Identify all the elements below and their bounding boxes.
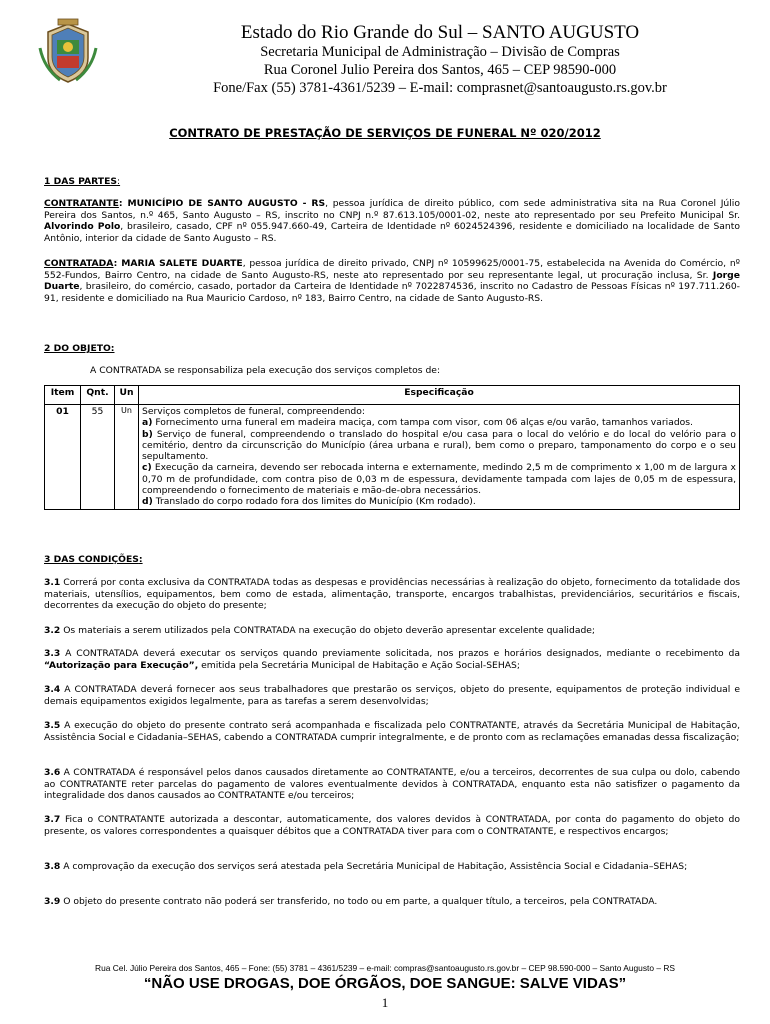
section-objeto-heading: 2 DO OBJETO: <box>44 343 115 354</box>
header-address: Rua Coronel Julio Pereira dos Santos, 465 – CEP 98590-000 <box>263 62 617 78</box>
objeto-intro: A CONTRATADA se responsabiliza pela execução dos serviços completos de: <box>90 365 441 376</box>
clause-3-9: 3.9 O objeto do presente contrato não poderá ser transferido, no todo ou em parte, a qualquer título, a terceiros, pela CONTRATADA. <box>44 896 658 907</box>
col-header-item: Item <box>45 386 81 405</box>
clause-3-3: 3.3 A CONTRATADA deverá executar os serviços quando previamente solicitada, nos prazos e horários designados, mediante o recebimento da “Autorização para Execução”, emitida pela Secretária Municipal de Habitação e Ação Social-SEHAS; <box>44 648 740 671</box>
clause-3-5: 3.5 A execução do objeto do presente contrato será acompanhada e fiscalizada pelo CONTRATANTE, através da Secretária Municipal de Habitação, Assistência Social e Cidadania–SEHAS, cabendo a CONTRATADA cumprir integralmente, e de pronto com as reclamações emanadas dessa fiscalização; <box>44 720 740 743</box>
spec-table <box>44 385 740 510</box>
clause-3-6: 3.6 A CONTRATADA é responsável pelos danos causados diretamente ao CONTRATANTE, e/ou a terceiros, decorrentes de sua culpa ou dolo, cabendo ao CONTRATANTE reter parcelas do pagamento de valores eventualmente devidos à CONTRATADA, enquanto esta não satisfizer o pagamento da integralidade dos danos causados ao CONTRATANTE e/ou terceiros; <box>44 767 740 801</box>
contratada-text: , pessoa jurídica de direito privado, CNPJ nº 10599625/0001-75, estabelecida na Avenida do Comércio, nº 552-Fundos, Bairro Centro, na cidade de Santo Augusto-RS, neste ato representado por seu representante legal, ut procuração inclusa, Sr. <box>44 258 740 281</box>
clause-3-8: 3.8 A comprovação da execução dos serviços será atestada pela Secretária Municipal de Habitação, Assistência Social e Cidadania–SEHAS; <box>44 861 688 872</box>
contratante-text: , pessoa jurídica de direito público, com sede administrativa sita na Rua Coronel Júlio Pereira dos Santos, n.º 465, Santo Augusto – RS, inscrito no CNPJ n.º 87.613.105/0001-02, neste ato representado por seu Prefeito Municipal Sr. <box>44 198 740 221</box>
header-state: Estado do Rio Grande do Sul – SANTO AUGUSTO <box>240 22 640 43</box>
table-header-row <box>45 386 740 405</box>
footer-slogan: “NÃO USE DROGAS, DOE ÓRGÃOS, DOE SANGUE: SALVE VIDAS” <box>143 975 627 992</box>
contratada-representative: Jorge Duarte <box>44 269 740 292</box>
contratante-name: : MUNICÍPIO DE SANTO AUGUSTO - RS <box>118 198 326 209</box>
contratante-representative: Alvorindo Polo <box>44 221 121 232</box>
contratada-label: CONTRATADA <box>44 258 114 269</box>
footer-address: Rua Cel. Júlio Pereira dos Santos, 465 – Fone: (55) 3781 – 4361/5239 – e-mail: compras@santoaugusto.rs.gov.br – CEP 98.590-000 – Santo Augusto – RS <box>95 963 675 973</box>
cell-un: Un <box>115 405 139 510</box>
municipal-seal-icon <box>38 18 98 86</box>
page-number: 1 <box>381 995 389 1010</box>
col-header-especificacao: Especificação <box>139 386 740 405</box>
section-condicoes-heading: 3 DAS CONDIÇÕES: <box>44 554 143 565</box>
cell-qnt: 55 <box>81 405 115 510</box>
col-header-un: Un <box>115 386 139 405</box>
cell-item: 01 <box>45 405 81 510</box>
header-contact: Fone/Fax (55) 3781-4361/5239 – E-mail: comprasnet@santoaugusto.rs.gov.br <box>213 80 667 96</box>
spec-intro: Serviços completos de funeral, compreendendo: <box>142 406 365 417</box>
clause-3-4: 3.4 A CONTRATADA deverá fornecer aos seus trabalhadores que prestarão os serviços, objeto do presente, equipamentos de proteção individual e demais equipamentos exigidos legalmente, para as tarefas a serem desenvolvidas; <box>44 684 740 707</box>
contratante-label: CONTRATANTE <box>44 198 119 209</box>
spec-item-d: d) Translado do corpo rodado fora dos limites do Município (Km rodado). <box>142 496 476 508</box>
col-header-qnt: Qnt. <box>81 386 115 405</box>
clause-3-1: 3.1 Correrá por conta exclusiva da CONTRATADA todas as despesas e providências necessárias à realização do objeto, fornecimento da totalidade dos materiais, utensílios, equipamentos, bem como de estada, alimentação, transporte, encargos trabalhistas, previdenciários, securitários e fiscais, decorrentes da execução do objeto do presente; <box>44 577 740 611</box>
table-row <box>45 405 740 510</box>
contratada-paragraph <box>44 258 740 304</box>
spec-item-a: a) Fornecimento urna funeral em madeira maciça, com tampa com visor, com 06 alças e/ou varão, tamanhos variados. <box>142 417 693 429</box>
contratada-text-cont: , brasileiro, do comércio, casado, portador da Carteira de Identidade nº 7022874536, inscrito no Cadastro de Pessoas Físicas nº 197.711.260-91, residente e domiciliado na Rua Mauricio Cardoso, nº 183, Bairro Centro, na cidade de Santo Augusto-RS. <box>44 281 740 304</box>
cell-especificacao <box>139 405 740 510</box>
clause-3-2: 3.2 Os materiais a serem utilizados pela CONTRATADA na execução do objeto deverão apresentar excelente qualidade; <box>44 625 596 636</box>
clause-3-7: 3.7 Fica o CONTRATANTE autorizada a descontar, automaticamente, dos valores devidos à CONTRATADA, por conta do pagamento do objeto do presente, os valores correspondentes a quaisquer débitos que a CONTRATADA tiver para com o CONTRATANTE, e respectivos encargos; <box>44 814 740 837</box>
contract-title: CONTRATO DE PRESTAÇÃO DE SERVIÇOS DE FUNERAL Nº 020/2012 <box>169 126 601 140</box>
contratante-text-cont: , brasileiro, casado, CPF nº 055.947.660-49, Carteira de Identidade nº 6024524396, residente e domiciliado na localidade de Santo Antônio, interior da cidade de Santo Augusto – RS. <box>44 221 740 244</box>
contratada-name: : MARIA SALETE DUARTE <box>113 258 243 269</box>
spec-item-c: c) Execução da carneira, devendo ser rebocada interna e externamente, medindo 2,5 m de comprimento x 1,00 m de largura x 0,70 m de profundidade, com contra piso de 0,03 m de espessura, devidamente tampada com lajes de 0,05 m de espessura, compreendendo o fornecimento de materiais e mão-de-obra necessários. <box>142 462 736 497</box>
header-secretaria: Secretaria Municipal de Administração – Divisão de Compras <box>260 44 620 60</box>
contratante-paragraph <box>44 198 740 244</box>
spec-item-b: b) Serviço de funeral, compreendendo o translado do hospital e/ou casa para o local do velório e do local do velório para o cemitério, dentro da circunscrição do Município (área urbana e rural), bem como o preparo, tamponamento do corpo e o seu sepultamento. <box>142 428 736 463</box>
section-partes-heading: 1 DAS PARTES: <box>44 176 121 187</box>
